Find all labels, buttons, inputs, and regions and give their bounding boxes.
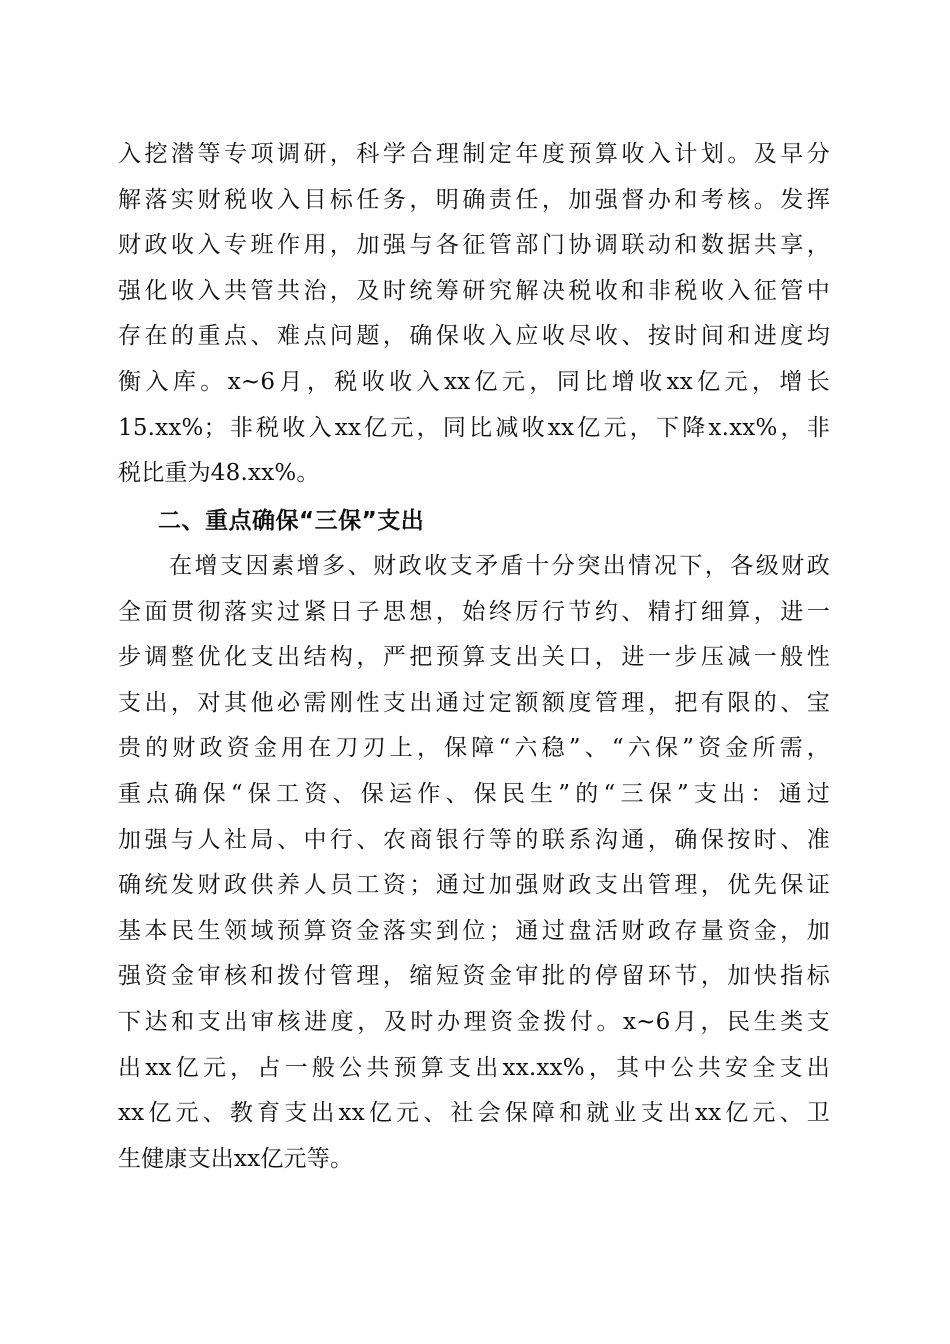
- paragraph-line: 出xx亿元，占一般公共预算支出xx.xx%，其中公共安全支出: [118, 1054, 830, 1081]
- paragraph-line: 生健康支出xx亿元等。: [118, 1145, 354, 1172]
- paragraph-line: 全面贯彻落实过紧日子思想，始终厉行节约、精打细算，进一: [118, 598, 830, 625]
- paragraph-line: 强资金审核和拨付管理，缩短资金审批的停留环节，加快指标: [118, 963, 830, 990]
- paragraph-line: 重点确保“保工资、保运作、保民生”的“三保”支出：通过: [118, 780, 830, 807]
- section-heading: 二、重点确保“三保”支出: [158, 508, 425, 534]
- paragraph-line: 税比重为48.xx%。: [118, 460, 320, 487]
- paragraph-line: 财政收入专班作用，加强与各征管部门协调联动和数据共享，: [118, 232, 830, 259]
- paragraph-line: xx亿元、教育支出xx亿元、社会保障和就业支出xx亿元、卫: [118, 1100, 830, 1127]
- paragraph-revenue: [118, 132, 830, 497]
- paragraph-line: 解落实财税收入目标任务，明确责任，加强督办和考核。发挥: [118, 186, 830, 213]
- paragraph-line: 贵的财政资金用在刀刃上，保障“六稳”、“六保”资金所需，: [118, 735, 830, 762]
- paragraph-line: 在增支因素增多、财政收支矛盾十分突出情况下，各级财政: [118, 553, 830, 579]
- paragraph-line: 衡入库。x~6月，税收收入xx亿元，同比增收xx亿元，增长: [118, 368, 830, 395]
- paragraph-expenditure: [118, 544, 830, 1182]
- paragraph-line: 强化收入共管共治，及时统筹研究解决税收和非税收入征管中: [118, 277, 830, 304]
- paragraph-line: 下达和支出审核进度，及时办理资金拨付。x~6月，民生类支: [118, 1008, 830, 1035]
- paragraph-line: 15.xx%；非税收入xx亿元，同比减收xx亿元，下降x.xx%，非: [118, 414, 830, 441]
- paragraph-line: 加强与人社局、中行、农商银行等的联系沟通，确保按时、准: [118, 826, 830, 853]
- paragraph-line: 支出，对其他必需刚性支出通过定额额度管理，把有限的、宝: [118, 689, 830, 716]
- paragraph-line: 步调整优化支出结构，严把预算支出关口，进一步压减一般性: [118, 644, 830, 671]
- paragraph-line: 存在的重点、难点问题，确保收入应收尽收、按时间和进度均: [118, 323, 830, 350]
- paragraph-line: 确统发财政供养人员工资；通过加强财政支出管理，优先保证: [118, 872, 830, 899]
- paragraph-line: 基本民生领域预算资金落实到位；通过盘活财政存量资金，加: [118, 917, 830, 944]
- paragraph-line: 入挖潜等专项调研，科学合理制定年度预算收入计划。及早分: [118, 141, 830, 167]
